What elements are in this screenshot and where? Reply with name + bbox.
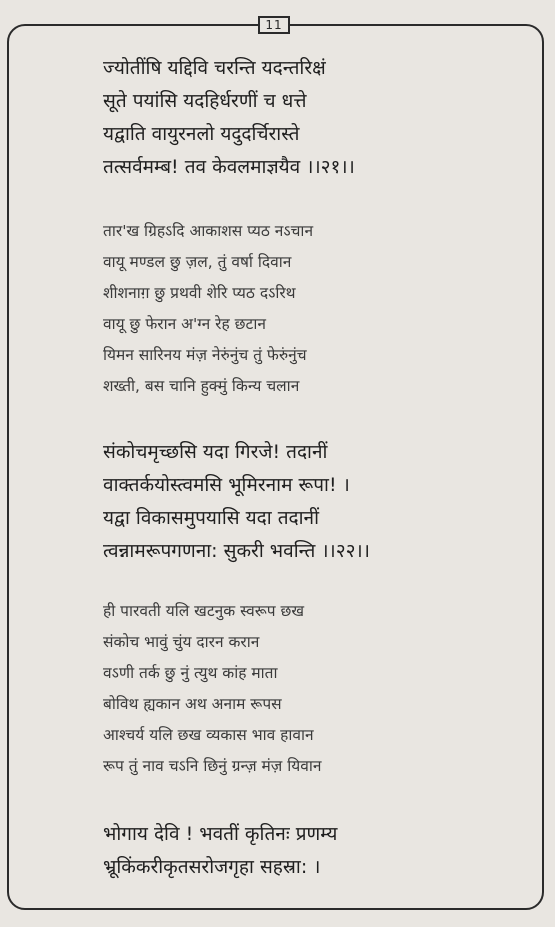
translation-22-line: बोविथ ह्यकान अथ अनाम रूपस xyxy=(103,695,282,713)
verse-22-line: संकोचमृच्छसि यदा गिरजे! तदानीं xyxy=(103,441,328,463)
translation-21-line: वायू छु फेरान अ'ग्न रेह छटान xyxy=(103,315,266,333)
verse-22-line: यद्वा विकासमुपयासि यदा तदानीं xyxy=(103,507,320,529)
verse-21-line: तत्सर्वमम्ब! तव केवलमाज्ञयैव ।।२१।। xyxy=(103,156,355,178)
translation-21-line: शख्ती, बस चानि हुक्मुं किन्य चलान xyxy=(103,377,300,395)
verse-21 xyxy=(103,52,355,184)
verse-23-line: भ्रूकिंकरीकृतसरोजगृहा सहस्रा: । xyxy=(103,856,321,878)
translation-22-line: ही पारवती यलि खटनुक स्वरूप छख xyxy=(103,602,305,620)
verse-22 xyxy=(103,436,370,568)
translation-21 xyxy=(103,216,313,402)
translation-21-line: तार'ख ग्रिहऽदि आकाशस प्यठ नऽचान xyxy=(103,222,314,240)
translation-22 xyxy=(103,596,321,782)
verse-22-line: त्वन्नामरूपगणना: सुकरी भवन्ति ।।२२।। xyxy=(103,540,370,562)
translation-21-line: शीशनाग़ छु प्रथवी शेरि प्यठ दऽरिथ xyxy=(103,284,296,302)
translation-21-line: यिमन सारिनय मंज़ नेरुंनुंच तुं फेरुंनुंच xyxy=(103,346,307,364)
translation-22-line: संकोच भावुं चुंय दारन करान xyxy=(103,633,260,651)
verse-23 xyxy=(103,818,337,884)
translation-22-line: वऽणी तर्क छु नुं त्युथ कांह माता xyxy=(103,664,278,682)
translation-21-line: वायू मण्डल छु ज़ल, तुं वर्षा दिवान xyxy=(103,253,292,271)
page-number: 11 xyxy=(258,16,290,34)
verse-22-line: वाक्तर्कयोस्त्वमसि भूमिरनाम रूपा! । xyxy=(103,474,350,496)
verse-23-line: भोगाय देवि ! भवतीं कृतिनः प्रणम्य xyxy=(103,823,338,845)
verse-21-line: यद्वाति वायुरनलो यदुदर्चिरास्ते xyxy=(103,123,300,145)
verse-21-line: सूते पयांसि यदहिर्धरणीं च धत्ते xyxy=(103,90,307,112)
translation-22-line: रूप तुं नाव चऽनि छिनुं ग्रन्ज़ मंज़ यिवान xyxy=(103,757,322,775)
translation-22-line: आश्चर्य यलि छख व्यकास भाव हावान xyxy=(103,726,314,744)
verse-21-line: ज्योतींषि यद्दिवि चरन्ति यदन्तरिक्षं xyxy=(103,57,326,79)
